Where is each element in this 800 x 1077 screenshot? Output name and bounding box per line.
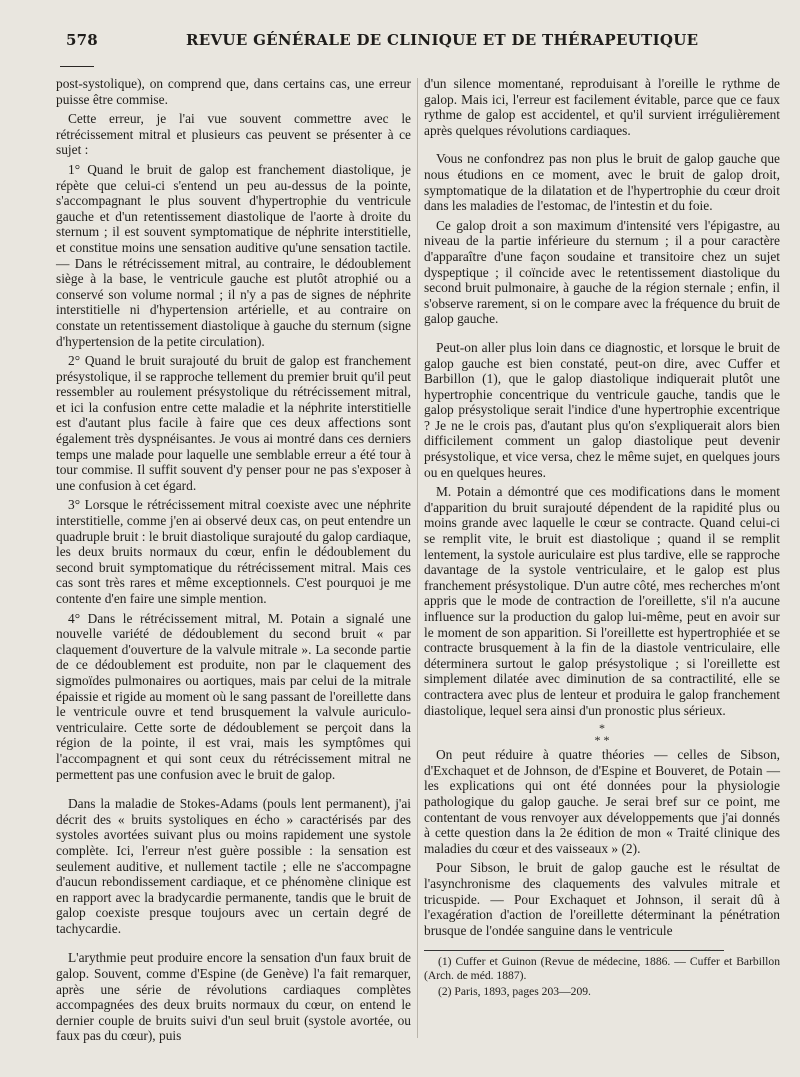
paragraph: 1° Quand le bruit de galop est franchement diastolique, je répète que celui-ci s'entend un peu au-dessus de la pointe, s'accompagnant le plus souvent d'hypertrophie du ventricule gauche et d'un retentissement diastolique de l'aorte à droite du sternum ; il est souvent symptomatique de néphrite interstitielle, et constitue moins une sensation auditive qu'une sensation tactile. — Dans le rétrécissement mitral, au contraire, le dédoublement siège à la base, le ventricule gauche est plutôt atrophié ou a conservé son volume normal ; il n'y a pas de signes de néphrite interstitielle ni d'hypertension artérielle, et au contraire on constate un retentissement diastolique à gauche du sternum (signe d'hypertension de la petite circulation). [56,161,411,349]
paragraph: Pour Sibson, le bruit de galop gauche est le résultat de l'asynchronisme des claquements des valvules mitrale et tricuspide. — Pour Exchaquet et Johnson, il serait dû à l'exagération d'action de l'oreillette déterminant la pénétration brusque de l'ondée sanguine dans le ventricule [424,860,780,938]
asterism-bottom: * * [594,733,610,748]
paragraph: d'un silence momentané, reproduisant à l'oreille le rythme de galop. Mais ici, l'erreur est facilement évitable, parce que ce faux rythme de galop est accidentel, et qu'il survient irrégulièrement après quelques révolutions cardiaques. [424,76,780,138]
paragraph: 4° Dans le rétrécissement mitral, M. Potain a signalé une nouvelle variété de dédoublement du second bruit « par claquement d'ouverture de la valvule mitrale ». La seconde partie de ce dédoublement est produite, non par le claquement des sigmoïdes pulmonaires ou aortiques, mais par celui de la mitrale épaissie et rigide au moment où le sang passant de l'oreillette dans le ventricule ouvre et tend brusquement la valvule auriculo-ventriculaire. Cette sorte de dédoublement se perçoit dans la région de la pointe, il est vrai, mais les symptômes qui l'accompagnent et qui sont ceux du rétrécissement mitral ne permettent pas une confusion avec le bruit de galop. [56,610,411,782]
paragraph: 2° Quand le bruit surajouté du bruit de galop est franchement présystolique, il se rapproche tellement du premier bruit qu'il peut ressembler au roulement présystolique du rétrécissement mitral, et ici la confusion entre cette maladie et la néphrite interstitielle est d'autant plus facile à faire que ces deux affections sont également très dyspnéisantes. Je vous ai montré dans ces derniers temps une malade pour laquelle une semblable erreur a été tour à tour commise. Il suffit souvent d'y penser pour ne pas s'exposer à une confusion à cet égard. [56,353,411,493]
paragraph: Peut-on aller plus loin dans ce diagnostic, et lorsque le bruit de galop gauche est bien constaté, peut-on dire, avec Cuffer et Barbillon (1), que le galop diastolique indiquerait plutôt une hypertrophie concentrique du ventricule gauche, tandis que le galop présystolique serait l'indice d'une hypertrophie excentrique ? Je ne le crois pas, d'autant plus qu'on s'expliquerait alors bien difficilement comment un galop diastolique peut devenir présystolique, et vice versa, chez le même sujet, en quelques jours ou en quelques heures. [424,339,780,480]
right-column [424,76,780,1066]
paragraph-gap [424,142,780,151]
left-column [56,76,411,1066]
running-title: REVUE GÉNÉRALE DE CLINIQUE ET DE THÉRAPEUTIQUE [186,31,699,49]
paragraph: M. Potain a démontré que ces modifications dans le moment d'apparition du bruit surajouté dépendent de la rapidité plus ou moins grande avec laquelle le cœur se contracte. Quand celui-ci se remplit vite, le bruit est diastolique ; quand il se remplit lentement, la systole auriculaire est plus tardive, elle se rapproche davantage de la systole ventriculaire, et le galop est plus franchement présystolique. D'un autre côté, mes recherches m'ont appris que le mode de contraction de l'oreillette, s'il n'a aucune influence sur la production du galop lui-même, peut en avoir sur le moment de son apparition. Si l'oreillette est hypertrophiée et se contracte brusquement à la fin de la diastole ventriculaire, elle déterminera surtout le galop présystolique ; si l'oreillette est simplement dilatée avec diminution de sa contractilité, elle se contractera avec plus de lenteur et produira le galop franchement diastolique, lequel sera ainsi d'un pronostic plus sérieux. [424,484,780,718]
paragraph: Ce galop droit a son maximum d'intensité vers l'épigastre, au niveau de la partie inférieure du sternum ; il a pour caractère d'apparaître d'une façon soudaine et transitoire chez un sujet dyspeptique ; il coïncide avec le retentissement diastolique du second bruit pulmonaire, à gauche de la région sternale ; enfin, il s'observe rarement, si on le compare avec la fréquence du bruit de galop gauche. [424,217,780,327]
paragraph-gap [424,331,780,340]
paragraph-gap [56,940,411,950]
paragraph-gap [56,786,411,796]
footnote-rule [424,950,724,951]
paragraph: Cette erreur, je l'ai vue souvent commettre avec le rétrécissement mitral et plusieurs cas peuvent se présenter à ce sujet : [56,111,411,158]
paragraph: 3° Lorsque le rétrécissement mitral coexiste avec une néphrite interstitielle, comme j'en ai observé deux cas, on peut entendre un quadruple bruit : le bruit diastolique surajouté du galop cardiaque, les deux bruits normaux du cœur, enfin le dédoublement du second bruit symptomatique du rétrécissement mitral. Mais ces cas sont très rares et même exceptionnels. C'est pourquoi je me contente d'en faire une simple mention. [56,497,411,606]
footnote: (1) Cuffer et Guinon (Revue de médecine, 1886. — Cuffer et Barbillon (Arch. de méd. 1887). [424,955,780,983]
asterism-top: * [599,721,605,736]
section-rule [60,66,94,67]
column-divider [417,78,418,1038]
page-number: 578 [66,31,98,49]
paragraph: L'arythmie peut produire encore la sensation d'un faux bruit de galop. Souvent, comme d'Espine (de Genève) l'a fait remarquer, après une série de révolutions cardiaques complètes accompagnées des deux bruits normaux du cœur, on entend le dernier couple de bruits suivi d'un seul bruit (systole avortée, ou faux pas du cœur), puis [56,950,411,1044]
asterism [424,722,780,746]
paragraph: Dans la maladie de Stokes-Adams (pouls lent permanent), j'ai décrit des « bruits systoliques en écho » caractérisés par des systoles avortées suivant plus ou moins rapidement une systole complète. Ici, l'erreur n'est guère possible : la sensation est seulement auditive, et nullement tactile ; elle ne s'accompagne d'aucun rebondissement cardiaque, et ce phénomène clinique est en rapport avec la bradycardie permanente, tandis que le bruit de galop coexiste presque toujours avec un certain degré de tachycardie. [56,796,411,936]
footnote: (2) Paris, 1893, pages 203—209. [438,985,591,999]
paragraph: Vous ne confondrez pas non plus le bruit de galop gauche que nous étudions en ce moment, avec le bruit de galop droit, symptomatique de la dilatation et de l'hypertrophie du cœur droit dans les maladies de l'estomac, de l'intestin et du foie. [424,151,780,214]
paragraph: post-systolique), on comprend que, dans certains cas, une erreur puisse être commise. [56,76,411,107]
paragraph: On peut réduire à quatre théories — celles de Sibson, d'Exchaquet et de Johnson, de d'Espine et Bouveret, de Potain — les explications qui ont été données pour la physiologie pathologique du galop gauche. Je serai bref sur ce point, me contentant de vous renvoyer aux développements que j'ai donnés à cette question dans la 2e édition de mon « Traité clinique des maladies du cœur et des vaisseaux » (2). [424,747,780,856]
page-header [52,28,782,50]
footnotes [424,955,780,999]
